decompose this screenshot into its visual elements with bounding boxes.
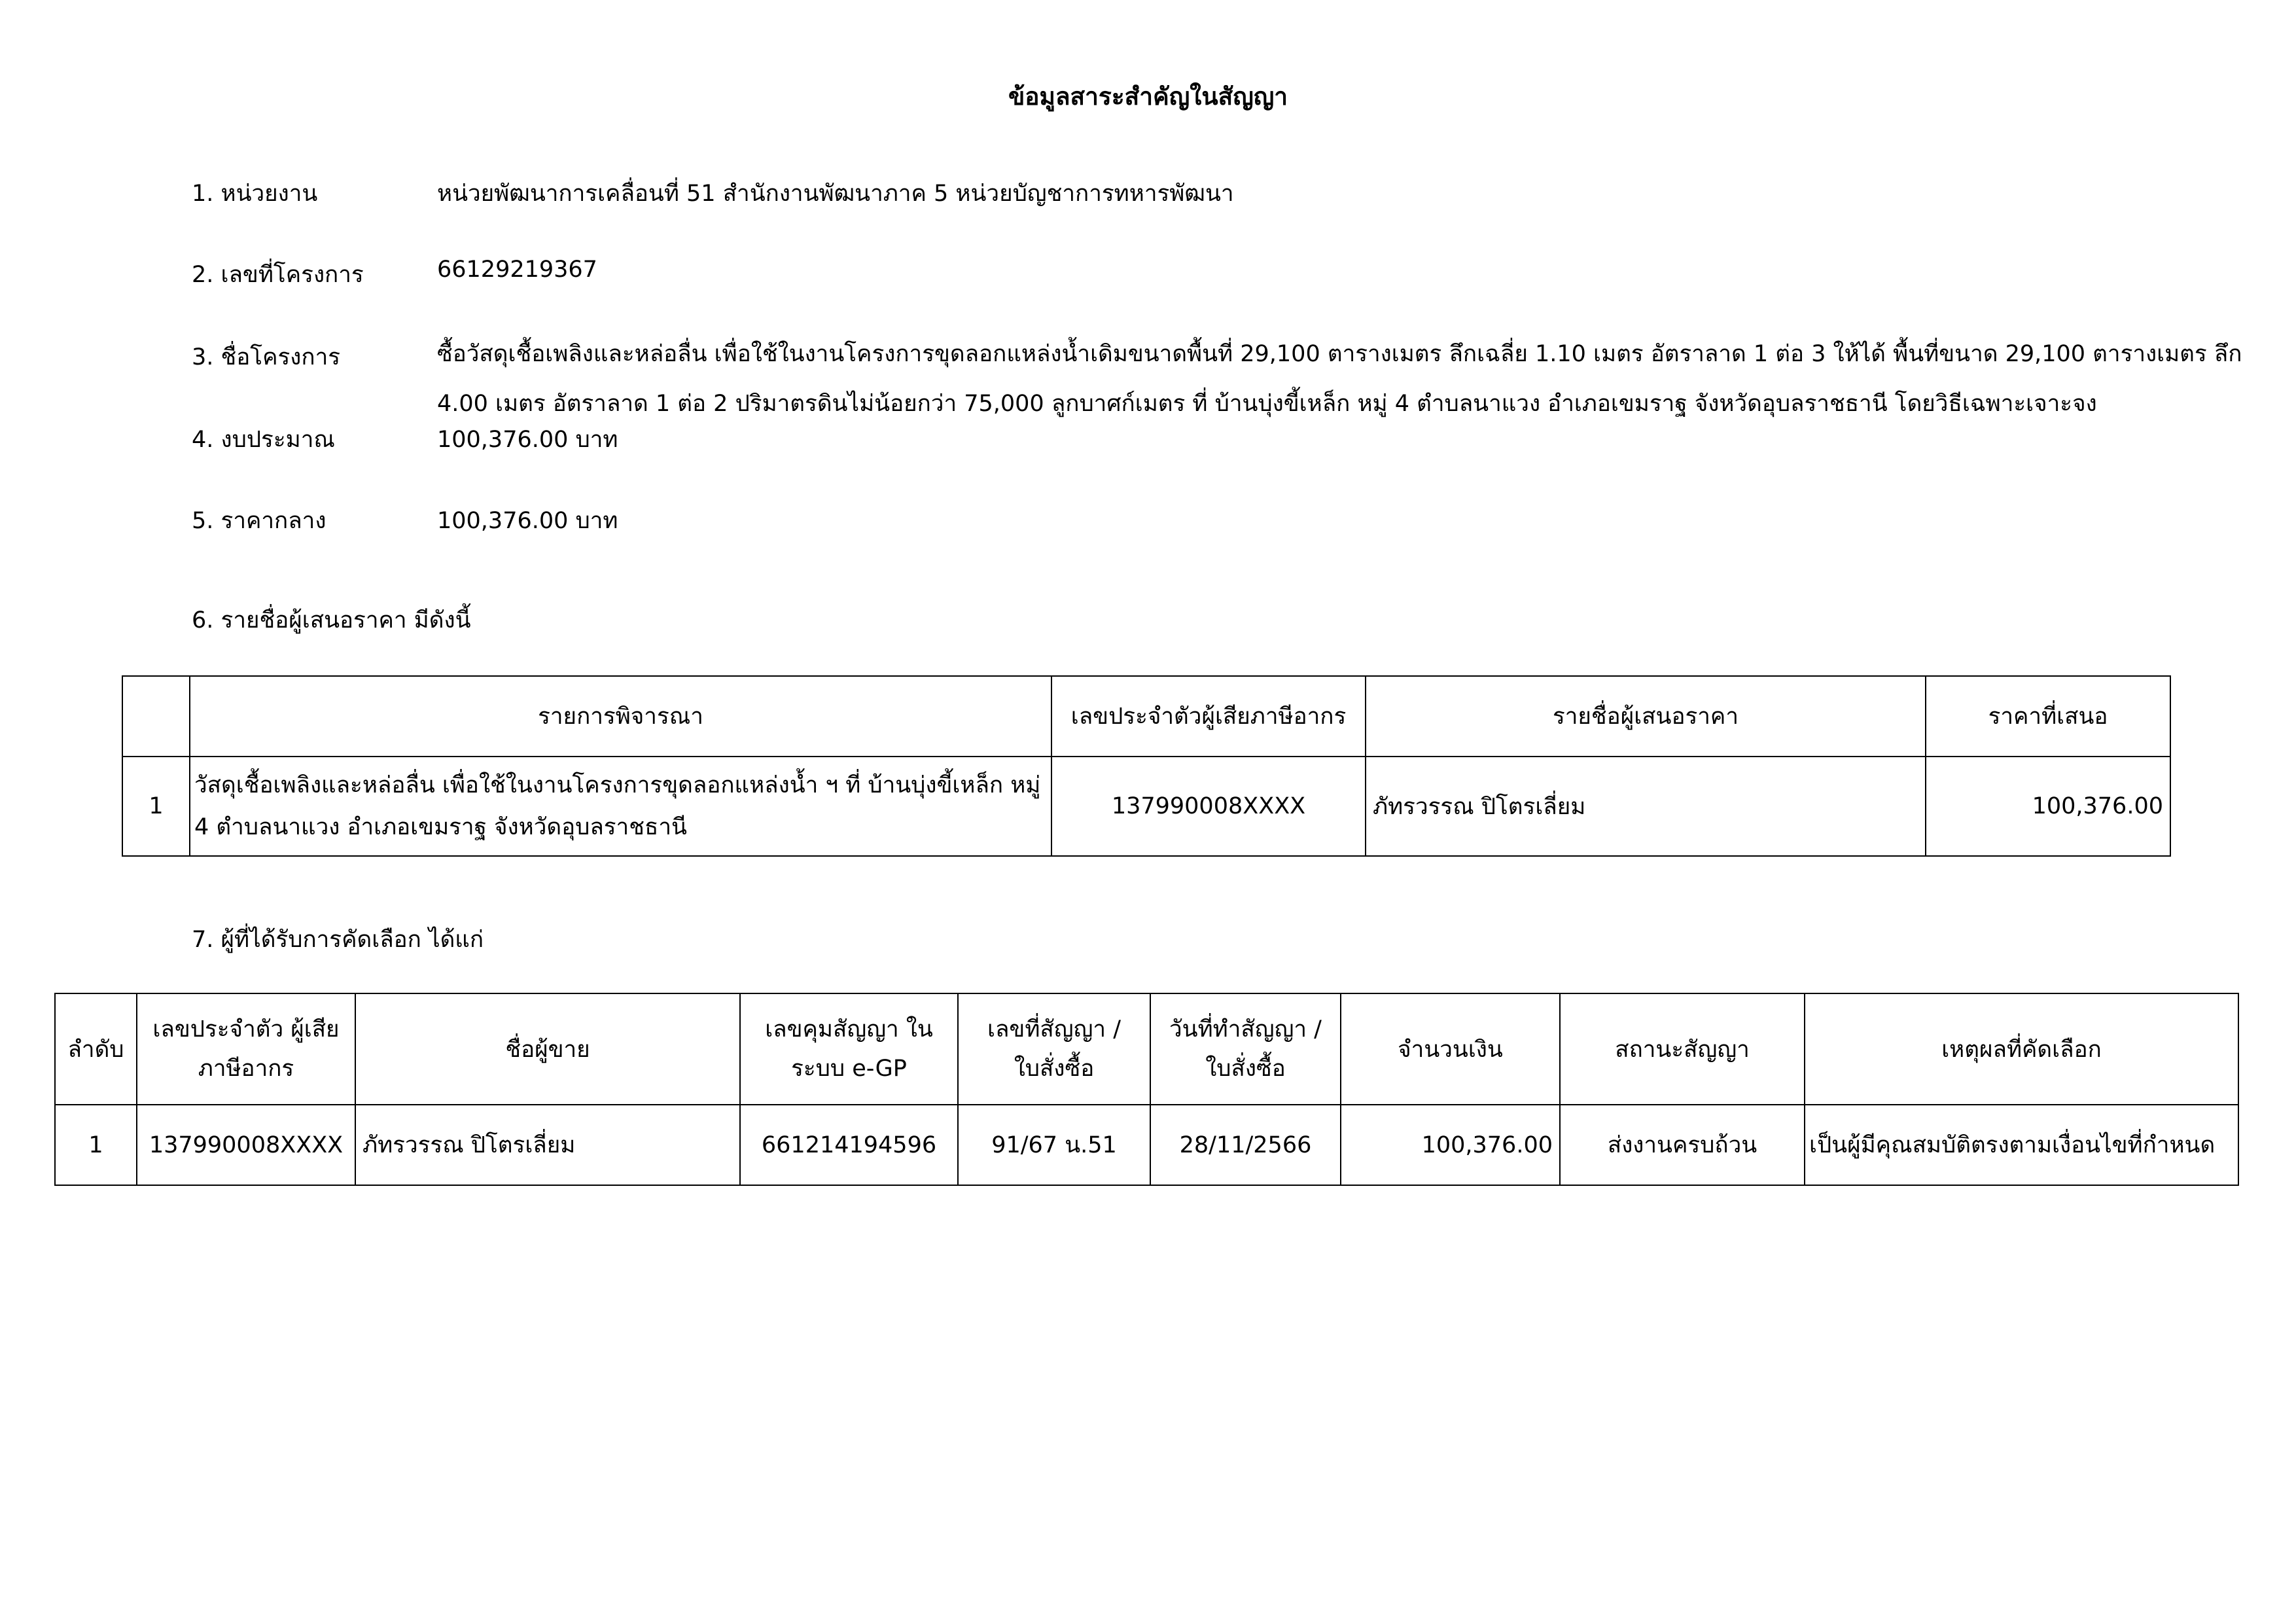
column-header: วันที่ทำสัญญา / ใบสั่งซื้อ <box>1150 993 1341 1105</box>
unit-label: 1. หน่วยงาน <box>192 181 318 207</box>
column-header <box>122 676 190 757</box>
column-header: ลำดับ <box>55 993 137 1105</box>
project-name-value: ซื้อวัสดุเชื้อเพลิงและหล่อลื่น เพื่อใช้ในงานโครงการขุดลอกแหล่งน้ำเดิมขนาดพื้นที่ 29,100 ตารางเมตร ลึกเฉลี่ย 1.10 เมตร อัตราลาด 1 ต่อ 3 ให้ได้ พื้นที่ขนาด 29,100 ตารางเมตร ลึก 4.00 เมตร อัตราลาด 1 ต่อ 2 ปริมาตรดินไม่น้อยกว่า 75,000 ลูกบาศก์เมตร ที่ บ้านบุ่งขี้เหล็ก หมู่ 4 ตำบลนาแวง อำเภอเขมราฐ จังหวัดอุบลราชธานี โดยวิธีเฉพาะเจาะจง <box>437 341 2242 417</box>
egp-control-no: 661214194596 <box>740 1105 958 1185</box>
contract-status: ส่งงานครบถ้วน <box>1560 1105 1805 1185</box>
column-header: เลขประจำตัวผู้เสียภาษีอากร <box>1051 676 1366 757</box>
selected-heading: 7. ผู้ที่ได้รับการคัดเลือก ได้แก่ <box>192 927 484 953</box>
row-number: 1 <box>122 757 190 856</box>
bidders-table <box>122 675 2171 857</box>
table-header-row <box>122 676 2170 757</box>
offered-price: 100,376.00 <box>1926 757 2170 856</box>
column-header: เลขที่สัญญา / ใบสั่งซื้อ <box>958 993 1150 1105</box>
contract-date: 28/11/2566 <box>1150 1105 1341 1185</box>
tax-id: 137990008XXXX <box>1051 757 1366 856</box>
table-row <box>122 757 2170 856</box>
bidders-heading: 6. รายชื่อผู้เสนอราคา มีดังนี้ <box>192 607 471 633</box>
unit-value: หน่วยพัฒนาการเคลื่อนที่ 51 สำนักงานพัฒนาภาค 5 หน่วยบัญชาการทหารพัฒนา <box>437 181 1234 207</box>
column-header: เหตุผลที่คัดเลือก <box>1805 993 2238 1105</box>
amount: 100,376.00 <box>1341 1105 1560 1185</box>
column-header: สถานะสัญญา <box>1560 993 1805 1105</box>
project-no-value: 66129219367 <box>437 257 597 283</box>
seller-name: ภัทรวรรณ ปิโตรเลี่ยม <box>355 1105 740 1185</box>
row-number: 1 <box>55 1105 137 1185</box>
project-name-label: 3. ชื่อโครงการ <box>192 344 341 370</box>
item-description: วัสดุเชื้อเพลิงและหล่อลื่น เพื่อใช้ในงานโครงการขุดลอกแหล่งน้ำ ฯ ที่ บ้านบุ่งขี้เหล็ก หมู่ 4 ตำบลนาแวง อำเภอเขมราฐ จังหวัดอุบลราชธานี <box>190 757 1051 856</box>
column-header: รายชื่อผู้เสนอราคา <box>1366 676 1926 757</box>
median-price-value: 100,376.00 บาท <box>437 508 618 534</box>
bidder-name: ภัทรวรรณ ปิโตรเลี่ยม <box>1366 757 1926 856</box>
selection-reason: เป็นผู้มีคุณสมบัติตรงตามเงื่อนไขที่กำหนด <box>1805 1105 2238 1185</box>
contract-no: 91/67 น.51 <box>958 1105 1150 1185</box>
project-no-label: 2. เลขที่โครงการ <box>192 262 364 288</box>
column-header: ราคาที่เสนอ <box>1926 676 2170 757</box>
column-header: ชื่อผู้ขาย <box>355 993 740 1105</box>
median-price-label: 5. ราคากลาง <box>192 508 327 534</box>
document-title: ข้อมูลสาระสำคัญในสัญญา <box>1008 82 1288 111</box>
selected-table <box>54 993 2239 1186</box>
column-header: เลขประจำตัว ผู้เสียภาษีอากร <box>137 993 355 1105</box>
tax-id: 137990008XXXX <box>137 1105 355 1185</box>
column-header: จำนวนเงิน <box>1341 993 1560 1105</box>
column-header: รายการพิจารณา <box>190 676 1051 757</box>
budget-label: 4. งบประมาณ <box>192 427 335 453</box>
budget-value: 100,376.00 บาท <box>437 427 618 453</box>
table-header-row <box>55 993 2238 1105</box>
column-header: เลขคุมสัญญา ในระบบ e-GP <box>740 993 958 1105</box>
table-row <box>55 1105 2238 1185</box>
